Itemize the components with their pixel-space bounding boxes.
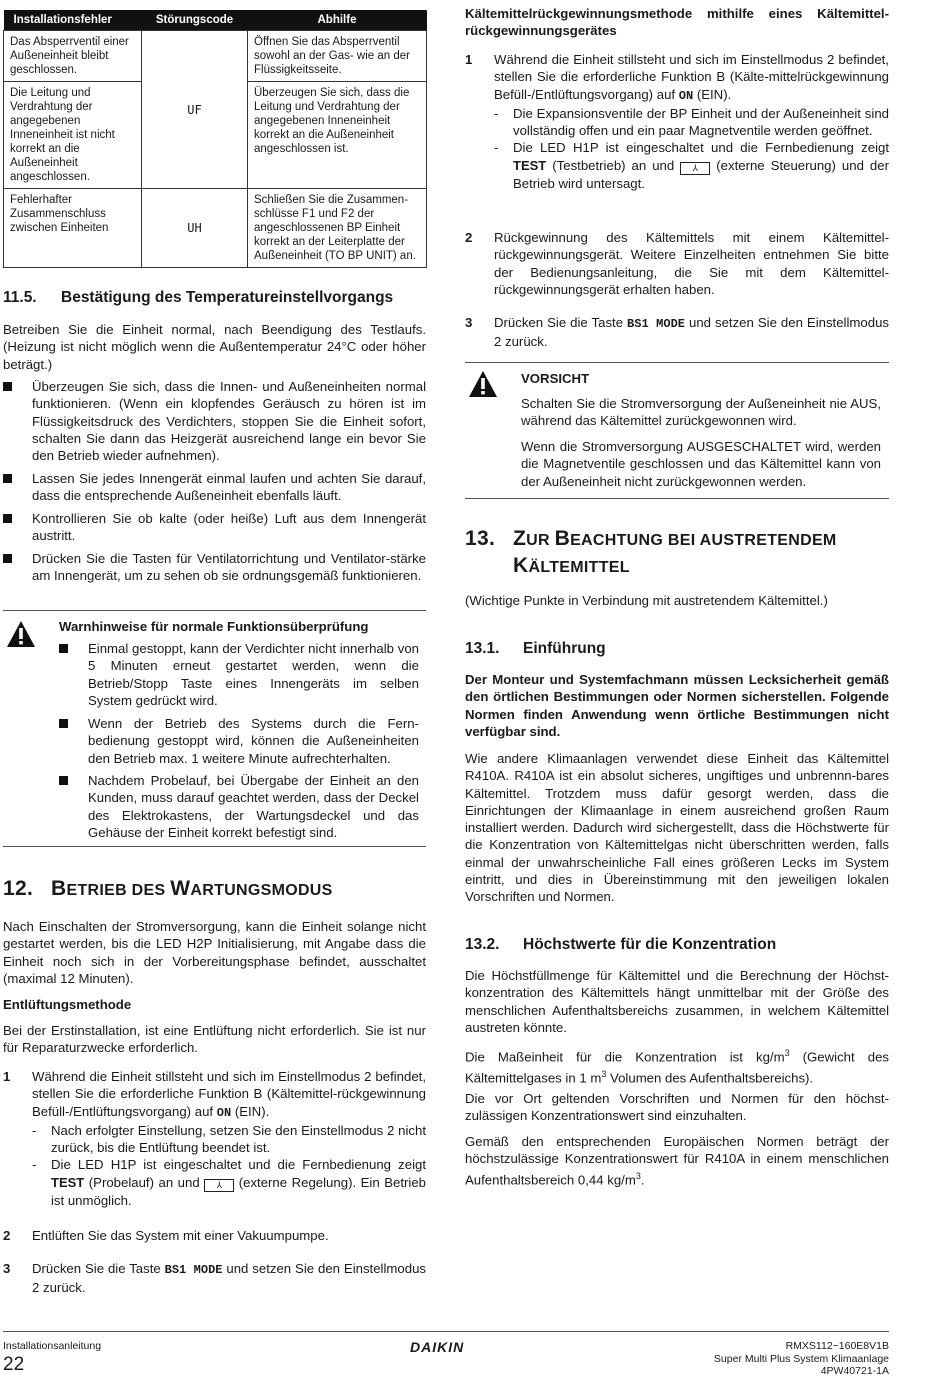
step-number: 1: [465, 52, 473, 67]
recovery-step-3: [465, 314, 889, 351]
s13-2-unit-text: [465, 1045, 889, 1086]
recovery-step-2: [465, 229, 889, 298]
footer-model: RMXS112~160E8V1B: [785, 1340, 889, 1352]
dash-text: Die LED H1P ist eingeschaltet und die Fernbedienung zeigt: [51, 1157, 426, 1173]
step-text: Während die Einheit stillsteht und sich im Einstellmodus 2 befindet, stellen Sie die erforderliche Funktion B (Kälte-mittelrückgewinnung Befüll-/Entlüftungsvorgang) auf: [494, 52, 889, 102]
warning-title: Warnhinweise für normale Funktionsüberprüfung: [59, 619, 369, 634]
section-title: Höchstwerte für die Konzentration: [523, 936, 777, 953]
title-part: Z: [513, 527, 527, 550]
step-text: Drücken Sie die Taste: [494, 315, 624, 330]
dash-text: (Testbetrieb) an und: [552, 157, 675, 173]
dash-text: (Probelauf) an und: [88, 1174, 200, 1190]
divider: [465, 498, 889, 499]
test-display-label: TEST: [513, 157, 547, 173]
title-part: ETRIEB DES: [66, 882, 171, 899]
dash-item: - Die LED H1P ist eingeschaltet und die Fernbedienung zeigt TEST (Probelauf) an und ⅄ (externe Regelung). Ein Betrieb ist unmöglich.: [32, 1157, 426, 1208]
remedy-cell: Überzeugen Sie sich, dass die Leitung und Verdrahtung der angegebenen Inneneinheit korrekt an die Außeneinheit angeschlossen ist.: [248, 82, 427, 189]
bullet-text: Einmal gestoppt, kann der Verdichter nicht innerhalb von 5 Minuten erneut gestartet werden, wenn die Betrieb/Stopp Taste eines Innengeräts im selben System gedrückt wird.: [88, 641, 419, 708]
external-control-icon: ⅄: [204, 1179, 234, 1192]
dash-item: - Die LED H1P ist eingeschaltet und die Fernbedienung zeigt TEST (Testbetrieb) an und ⅄ (externe Steuerung) und der Betrieb wird untersagt.: [494, 140, 889, 191]
s13-1-text: Wie andere Klimaanlagen verwendet diese Einheit das Kältemittel R410A. R410A ist ein absolut sicheres, ungiftiges und unbrennn-bares Kältemittel. Trotzdem muss dafür gesorgt werden, dass die Einrichtungen der Klimaanlage in einem ausreichend großen Raum installiert werden. Dadurch wird sichergestellt, dass die Höchstwerte für die Konzentration von Kältemittelgas nicht überschritten werden, falls einmal der unwahrscheinliche Fall eines größeren Lecks im System eintritt, und dies in Übereinstimmung mit den jeweiligen lokalen Vorschriften und Normen.: [465, 751, 889, 905]
dash-text: Nach erfolgter Einstellung, setzen Sie den Einstellmodus 2 nicht zurück, bis die Entlüftung beendet ist.: [51, 1122, 426, 1156]
warning-bullet: [59, 772, 419, 841]
dash-text: (externe Steuerung) und der Betrieb wird untersagt.: [513, 157, 889, 191]
section-heading-13-1: [465, 640, 606, 658]
on-key-label: ON: [216, 1105, 232, 1120]
section-heading-13: [465, 526, 889, 580]
on-key-label: ON: [678, 88, 694, 103]
error-table: [3, 10, 427, 268]
section-number: 12.: [3, 877, 34, 900]
fault-cell: Das Absperrventil einer Außeneinheit bleibt geschlossen.: [4, 31, 142, 82]
test-display-label: TEST: [51, 1174, 85, 1190]
s13-intro: (Wichtige Punkte in Verbindung mit austretendem Kältemittel.): [465, 593, 828, 608]
code-cell: UF: [142, 31, 248, 189]
title-part: B: [554, 527, 571, 550]
table-row: [4, 31, 427, 82]
step-number: 2: [465, 230, 473, 245]
bullet-square: [3, 554, 12, 563]
step-text: (EIN).: [696, 86, 732, 102]
bullet-item: [3, 378, 426, 464]
text-part: Volumen des Aufenthaltsbereichs).: [606, 1070, 814, 1086]
bullet-square: [3, 514, 12, 523]
s12-intro: Nach Einschalten der Stromversorgung, kann die Einheit solange nicht gestartet werden, bis die LED H2P Initialisierung, mit Angabe dass die Einheit noch sich in der Vorbereitungsphase befindet, ausschaltet (maximal 12 Minuten).: [3, 919, 426, 986]
col-header-fault: Installationsfehler: [4, 10, 142, 31]
footer-doc-title: Installationsanleitung: [3, 1340, 102, 1352]
bullet-text: Nachdem Probelauf, bei Übergabe der Einheit an den Kunden, muss darauf geachtet werden, dass der Deckel des Elektrokastens, der Wartungsdeckel und das Gehäuse der Einheit korrekt befestigt sind.: [88, 773, 419, 840]
step-text: und setzen Sie den Einstellmodus 2 zurück.: [32, 1261, 426, 1296]
bullet-square: [3, 474, 12, 483]
bullet-square: [59, 776, 68, 785]
dash-text: Die LED H1P ist eingeschaltet und die Fernbedienung zeigt: [513, 140, 889, 156]
superscript: 3: [784, 1048, 790, 1058]
recovery-step-1: [465, 51, 889, 192]
bullet-item: [3, 550, 426, 585]
title-part: EACHTUNG BEI AUSTRETENDEM: [570, 532, 837, 549]
text-part: .: [640, 1171, 645, 1187]
text-part: (Gewicht des Kältemittelgases in 1 m: [465, 1049, 890, 1086]
caution-text: Schalten Sie die Stromversorgung der Außeneinheit nie AUS, während das Kältemittel zurückgewonnen wird.: [521, 396, 881, 429]
remedy-cell: Schließen Sie die Zusammen-schlüsse F1 und F2 der angeschlossenen BP Einheit korrekt an der Leiterplatte der Außeneinheit (TO BP UNIT) an.: [248, 189, 427, 268]
page-number: 22: [3, 1354, 25, 1375]
section-number: 13.: [465, 527, 496, 550]
caution-title: VORSICHT: [521, 371, 590, 386]
section-number: 13.1.: [465, 640, 500, 657]
caution-text: Wenn die Stromversorgung AUSGESCHALTET wird, werden die Magnetventile geschlossen und das Kältemittel kann von der Außeneinheit nicht zurückgewonnen werden.: [521, 439, 881, 489]
dash-text: (externe Regelung). Ein Betrieb ist unmöglich.: [51, 1174, 426, 1208]
dash-item: - Nach erfolgter Einstellung, setzen Sie den Einstellmodus 2 nicht zurück, bis die Entlüftung beendet ist.: [32, 1122, 426, 1156]
title-part: W: [170, 877, 191, 900]
warning-bullet: [59, 715, 419, 767]
footer-product-info: [714, 1340, 889, 1378]
bullet-item: [3, 470, 426, 505]
fault-cell: Die Leitung und Verdrahtung der angegebenen Inneneinheit ist nicht korrekt an die Außeneinheit angeschlossen.: [4, 82, 142, 189]
col-header-code: Störungscode: [142, 10, 248, 31]
vent-title: Entlüftungsmethode: [3, 997, 132, 1012]
bullet-text: Lassen Sie jedes Innengerät einmal laufen und achten Sie darauf, dass die entsprechende Außeneinheit ebenfalls läuft.: [32, 471, 426, 504]
footer-product: Super Multi Plus System Klimaanlage: [713, 1352, 889, 1365]
bs1-mode-key-label: BS1 MODE: [164, 1263, 223, 1277]
text-part: Gemäß den entsprechenden Europäischen Normen beträgt der höchstzulässige Konzentrationswert für R410A in einem menschlichen Aufenthaltsbereich 0,44 kg/m: [465, 1134, 889, 1187]
text-part: Die Maßeinheit für die Konzentration ist kg/m: [465, 1049, 785, 1065]
step-number: 3: [465, 315, 473, 330]
recovery-title: Kältemittelrückgewinnungsmethode mithilfe eines Kältemittel-rückgewinnungsgerätes: [465, 6, 889, 39]
bullet-square: [59, 644, 68, 653]
bullet-text: Drücken Sie die Tasten für Ventilatorrichtung und Ventilator-stärke am Innengerät, um zu sehen ob sie ordnungsgemäß funktionieren.: [32, 551, 426, 584]
dash-item: - Die Expansionsventile der BP Einheit und der Außeneinheit sind vollständig offen und ein paar Magnetventile werden geöffnet.: [494, 105, 889, 139]
divider: [3, 846, 426, 847]
vent-step-1: [3, 1068, 426, 1209]
col-header-remedy: Abhilfe: [248, 10, 427, 31]
bullet-text: Kontrollieren Sie ob kalte (oder heiße) Luft aus dem Innengerät austritt.: [32, 511, 426, 544]
footer-divider: [3, 1331, 889, 1332]
step-text: (EIN).: [234, 1103, 270, 1119]
s11-5-intro: Betreiben Sie die Einheit normal, nach Beendigung des Testlaufs. (Heizung ist nicht möglich wenn die Außentemperatur 24°C oder höher beträgt.): [3, 322, 426, 372]
table-row: [4, 189, 427, 268]
title-part: B: [51, 877, 67, 900]
s13-2-limit-text: [465, 1133, 889, 1188]
divider: [3, 610, 426, 611]
s13-2-text: Die vor Ort geltenden Vorschriften und Normen für den höchst-zulässigen Konzentrationswert sind einzuhalten.: [465, 1091, 889, 1124]
dash-text: Die Expansionsventile der BP Einheit und der Außeneinheit sind vollständig offen und ein paar Magnetventile werden geöffnet.: [513, 105, 889, 139]
step-number: 3: [3, 1261, 11, 1276]
section-heading-13-2: [465, 936, 776, 954]
title-part: ARTUNGSMODUS: [190, 882, 333, 899]
section-title: Einführung: [523, 640, 606, 657]
step-text: Rückgewinnung des Kältemittels mit einem Kältemittel-rückgewinnungsgerät. Weitere Einzelheiten entnehmen Sie bitte der Bedienungsanleitung, die Sie mit dem Kältemittel-rückgewinnungsgerät erhalten haben.: [494, 230, 889, 297]
external-control-icon: ⅄: [680, 162, 710, 175]
title-part: ÄLTEMITTEL: [528, 559, 630, 576]
remedy-cell: Öffnen Sie das Absperrventil sowohl an der Gas- wie an der Flüssigkeitsseite.: [248, 31, 427, 82]
superscript: 3: [635, 1170, 641, 1181]
vent-intro: Bei der Erstinstallation, ist eine Entlüftung nicht erforderlich. Sie ist nur für Reparaturzwecke erforderlich.: [3, 1023, 426, 1056]
footer-doc-code: 4PW40721-1A: [820, 1365, 889, 1377]
bullet-item: [3, 510, 426, 545]
step-text: Drücken Sie die Taste: [32, 1261, 161, 1276]
vent-step-2: [3, 1227, 426, 1244]
step-text: Während die Einheit stillsteht und sich im Einstellmodus 2 befindet, stellen Sie die erforderliche Funktion B (Kältemittel-rückgewinnung Befüll-/Entlüftungsvorgang) auf: [32, 1069, 426, 1119]
section-title: Bestätigung des Temperatureinstellvorgangs: [61, 289, 394, 306]
section-number: 11.5.: [3, 289, 37, 306]
superscript: 3: [601, 1068, 607, 1079]
step-text: Entlüften Sie das System mit einer Vakuumpumpe.: [32, 1228, 329, 1243]
bullet-text: Überzeugen Sie sich, dass die Innen- und Außeneinheiten normal funktionieren. (Wenn ein klopfendes Geräusch zu hören ist im Flüssigkeitsdruck des Verdichters, stoppen Sie die Einheit sofort, schalten Sie dann das Heizgerät ausreichend lange ein bevor Sie den Betrieb wieder aufnehmen).: [32, 379, 426, 464]
bullet-square: [3, 382, 12, 391]
warning-icon: [468, 370, 498, 398]
bullet-text: Wenn der Betrieb des Systems durch die Fern-bedienung gestoppt wird, können die Außeneinheiten den Betrieb max. 1 weitere Minute aufrechterhalten.: [88, 716, 419, 766]
s13-1-bold-text: Der Monteur und Systemfachmann müssen Lecksicherheit gemäß den örtlichen Bestimmungen oder Normen sicherstellen. Folgende Normen finden Anwendung wenn örtliche Bestimmungen nicht verfügbar sind.: [465, 672, 889, 739]
step-number: 1: [3, 1069, 11, 1084]
section-heading-12: [3, 877, 333, 901]
section-heading-11-5: [3, 289, 393, 307]
fault-cell: Fehlerhafter Zusammenschluss zwischen Einheiten: [4, 189, 142, 268]
warning-icon: [6, 620, 36, 648]
brand-logo: DAIKIN: [410, 1339, 465, 1355]
bullet-square: [59, 719, 68, 728]
warning-bullet: [59, 640, 419, 709]
divider: [465, 362, 889, 363]
vent-step-3: [3, 1260, 426, 1297]
title-part: K: [513, 554, 529, 577]
s13-2-text: Die Höchstfüllmenge für Kältemittel und die Berechnung der Höchst-konzentration des Kältemittels hängt unmittelbar mit der Größe des menschlichen Aufenthaltsbereichs zusammen, in welchem Kältemittel austreten könnte.: [465, 968, 889, 1035]
bs1-mode-key-label: BS1 MODE: [627, 317, 685, 331]
step-text: und setzen Sie den Einstellmodus 2 zurück.: [494, 315, 890, 350]
step-number: 2: [3, 1228, 11, 1243]
code-cell: UH: [142, 189, 248, 268]
section-number: 13.2.: [465, 936, 500, 953]
title-part: UR: [526, 532, 555, 549]
